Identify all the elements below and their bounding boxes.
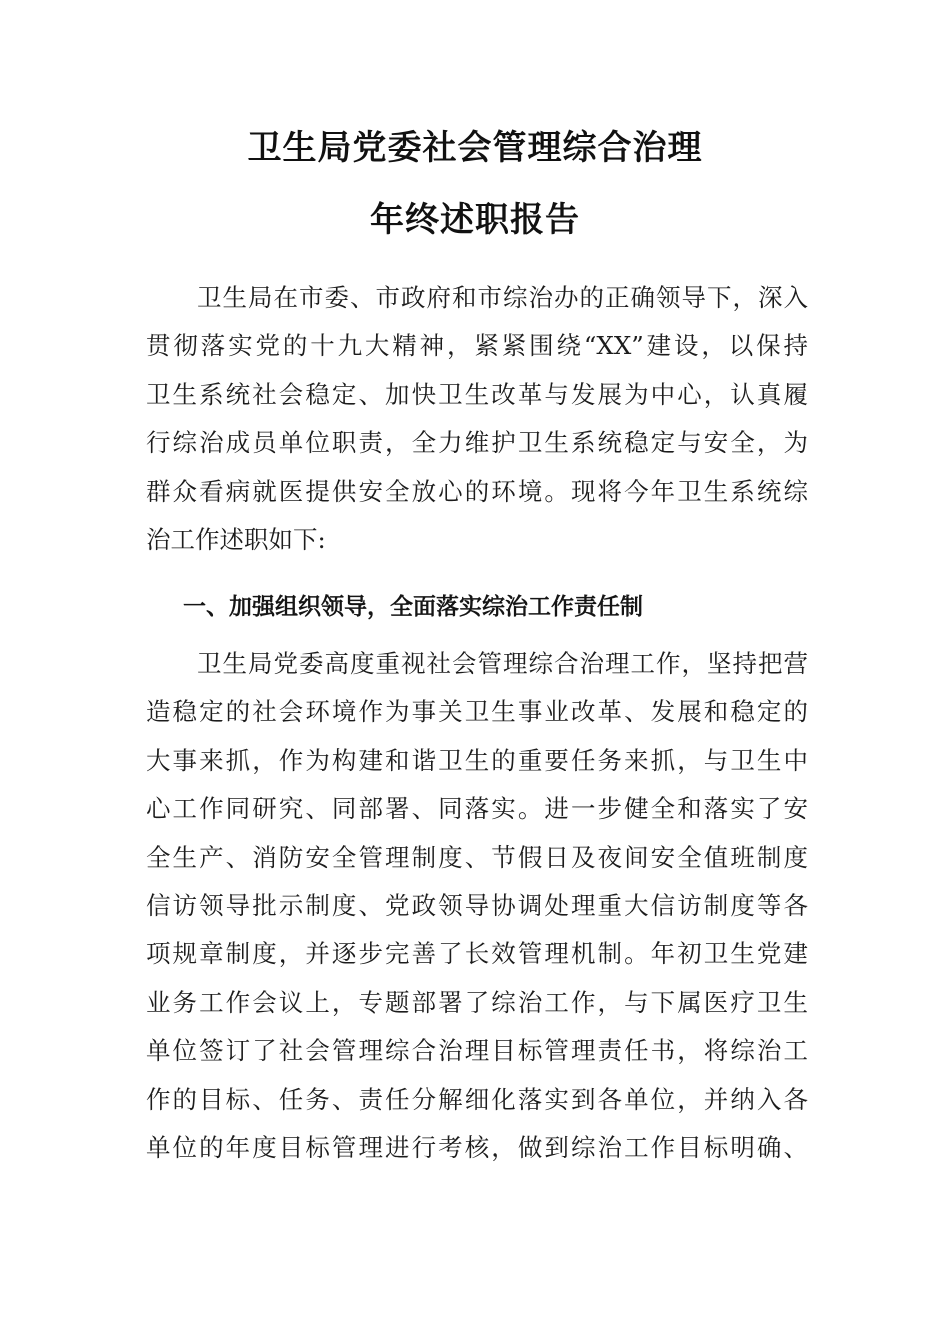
paragraph-line: 作的目标、任务、责任分解细化落实到各单位，并纳入各 [146, 1084, 808, 1114]
paragraph-line: 心工作同研究、同部署、同落实。进一步健全和落实了安 [146, 794, 808, 824]
paragraph-line: 全生产、消防安全管理制度、节假日及夜间安全值班制度 [146, 842, 808, 872]
paragraph-line: 治工作述职如下: [146, 524, 326, 554]
section-heading-1: 一、加强组织领导，全面落实综治工作责任制 [183, 594, 643, 620]
paragraph-line: 行综治成员单位职责，全力维护卫生系统稳定与安全，为 [146, 428, 808, 458]
paragraph-line: 卫生局在市委、市政府和市综治办的正确领导下，深入 [146, 283, 808, 312]
paragraph-line: 贯彻落实党的十九大精神，紧紧围绕“XX”建设，以保持 [146, 331, 808, 361]
paragraph-line: 单位签订了社会管理综合治理目标管理责任书，将综治工 [146, 1036, 808, 1066]
document-title-line-1: 卫生局党委社会管理综合治理 [247, 128, 703, 168]
paragraph-line: 卫生局党委高度重视社会管理综合治理工作，坚持把营 [146, 649, 808, 678]
paragraph-line: 造稳定的社会环境作为事关卫生事业改革、发展和稳定的 [146, 697, 808, 727]
section-1-paragraph [146, 640, 808, 1172]
document-title-line-2: 年终述职报告 [370, 200, 580, 240]
paragraph-line: 业务工作会议上，专题部署了综治工作，与下属医疗卫生 [146, 987, 808, 1017]
paragraph-line: 单位的年度目标管理进行考核，做到综治工作目标明确、 [146, 1132, 808, 1162]
intro-paragraph [146, 274, 808, 564]
paragraph-line: 卫生系统社会稳定、加快卫生改革与发展为中心，认真履 [146, 379, 808, 409]
paragraph-line: 群众看病就医提供安全放心的环境。现将今年卫生系统综 [146, 476, 808, 506]
paragraph-line: 项规章制度，并逐步完善了长效管理机制。年初卫生党建 [146, 939, 808, 969]
paragraph-line: 信访领导批示制度、党政领导协调处理重大信访制度等各 [146, 890, 808, 920]
paragraph-line: 大事来抓，作为构建和谐卫生的重要任务来抓，与卫生中 [146, 745, 808, 775]
